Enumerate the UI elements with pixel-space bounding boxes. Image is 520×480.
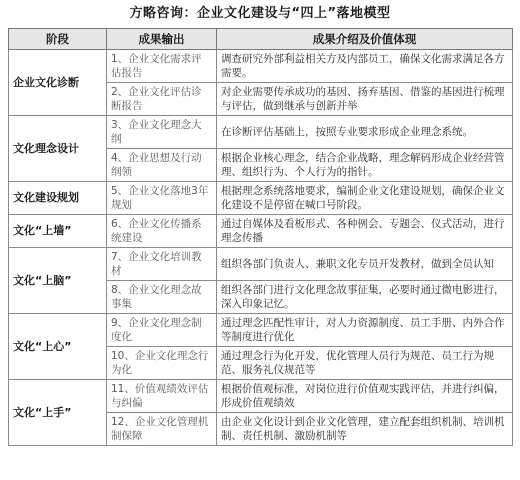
- table-row: [9, 314, 513, 347]
- table-row: [9, 116, 513, 149]
- value-cell: 组织各部门负责人、兼职文化专员开发教材，做到全员认知: [217, 248, 513, 281]
- value-cell: 对企业需要传承成功的基因、扬弃基因、借鉴的基因进行梳理与评估，做到继承与创新并举: [217, 83, 513, 116]
- value-cell: 组织各部门进行文化理念故事征集，必要时通过微电影进行，深入印象记忆。: [217, 281, 513, 314]
- stage-cell: 文化“上心”: [9, 314, 107, 380]
- output-cell: 7、企业文化培训教材: [107, 248, 217, 281]
- header-stage: 阶段: [9, 29, 107, 50]
- value-cell: 根据价值观标准，对岗位进行价值观实践评估，并进行纠偏，形成价值观绩效: [217, 380, 513, 413]
- table-row: [9, 380, 513, 413]
- stage-cell: 文化建设规划: [9, 182, 107, 215]
- output-cell: 2、企业文化评估诊断报告: [107, 83, 217, 116]
- document-title: 方略咨询：企业文化建设与“四上”落地模型: [129, 6, 391, 21]
- stage-cell: 文化“上脑”: [9, 248, 107, 314]
- stage-cell: 文化“上手”: [9, 380, 107, 446]
- output-cell: 9、企业文化理念制度化: [107, 314, 217, 347]
- table-header-row: [9, 29, 513, 50]
- value-cell: 通过自媒体及看板形式、各种例会、专题会、仪式活动，进行理念传播: [217, 215, 513, 248]
- value-cell: 根据理念系统落地要求，编制企业文化建设规划，确保企业文化建设不是停留在喊口号阶段。: [217, 182, 513, 215]
- output-cell: 10、企业文化理念行为化: [107, 347, 217, 380]
- header-output: 成果输出: [107, 29, 217, 50]
- output-cell: 5、企业文化落地3年规划: [107, 182, 217, 215]
- header-value: 成果介绍及价值体现: [217, 29, 513, 50]
- table-row: [9, 50, 513, 83]
- output-cell: 12、企业文化管理机制保障: [107, 413, 217, 446]
- output-cell: 4、企业思想及行动纲领: [107, 149, 217, 182]
- value-cell: 在诊断评估基础上，按照专业要求形成企业理念系统。: [217, 116, 513, 149]
- culture-model-table: [8, 28, 513, 446]
- value-cell: 通过理念匹配性审计，对人力资源制度、员工手册、内外合作等制度进行优化: [217, 314, 513, 347]
- table-row: [9, 182, 513, 215]
- value-cell: 调查研究外部利益相关方及内部员工，确保文化需求满足各方需要。: [217, 50, 513, 83]
- stage-cell: 企业文化诊断: [9, 50, 107, 116]
- table-row: [9, 248, 513, 281]
- output-cell: 11、价值观绩效评估与纠偏: [107, 380, 217, 413]
- value-cell: 由企业文化设计到企业文化管理，建立配套组织机制、培训机制、责任机制、激励机制等: [217, 413, 513, 446]
- table-row: [9, 215, 513, 248]
- output-cell: 6、企业文化传播系统建设: [107, 215, 217, 248]
- output-cell: 1、企业文化需求评估报告: [107, 50, 217, 83]
- stage-cell: 文化“上墙”: [9, 215, 107, 248]
- value-cell: 通过理念行为化开发，优化管理人员行为规范、员工行为规范、服务礼仪规范等: [217, 347, 513, 380]
- output-cell: 3、企业文化理念大纲: [107, 116, 217, 149]
- stage-cell: 文化理念设计: [9, 116, 107, 182]
- output-cell: 8、企业文化理念故事集: [107, 281, 217, 314]
- table-body: [9, 50, 513, 446]
- value-cell: 根据企业核心理念，结合企业战略，理念解码形成企业经营管理、组织行为、个人行为的指针。: [217, 149, 513, 182]
